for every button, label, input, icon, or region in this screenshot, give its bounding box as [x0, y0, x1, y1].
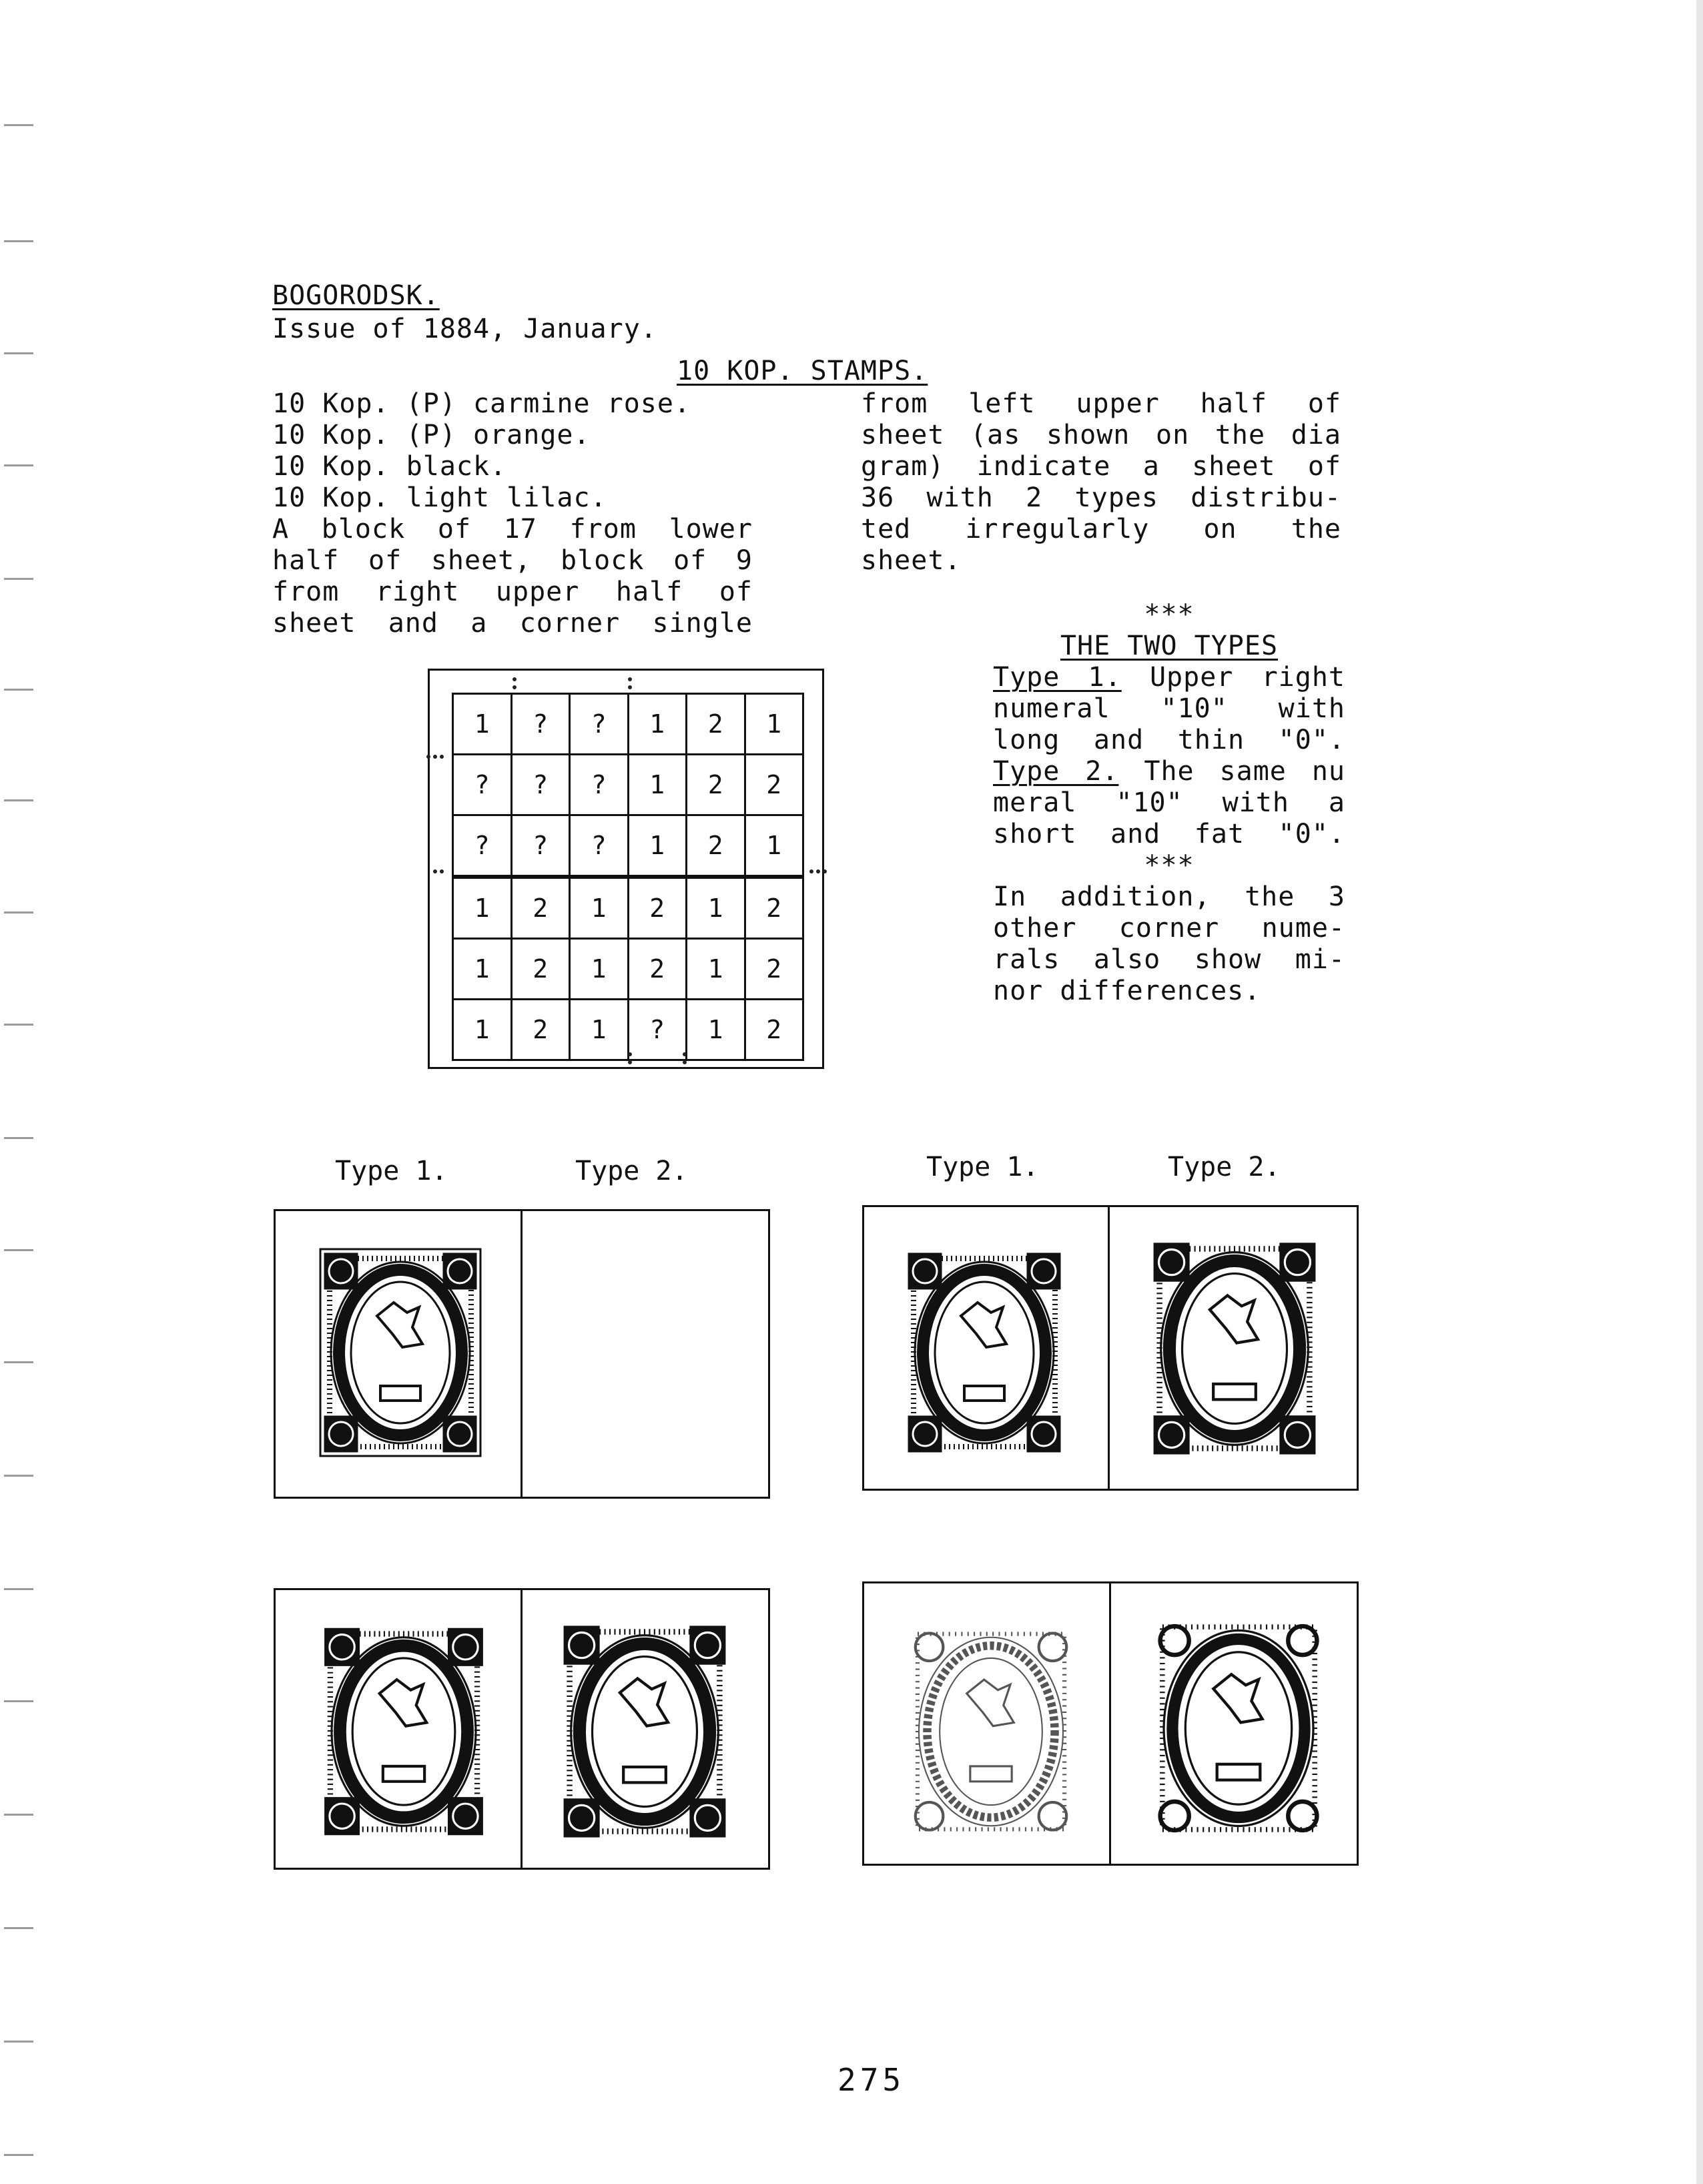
binder-tick [4, 1024, 33, 1026]
page-edge [1696, 0, 1703, 2184]
grid-cell: 1 [570, 877, 629, 939]
grid-cell: ? [570, 755, 629, 815]
addition-text-line: rals also show mi- [993, 944, 1345, 975]
binder-tick [4, 912, 33, 914]
grid-cell: 2 [745, 1000, 803, 1060]
grid-cell: 2 [511, 1000, 570, 1060]
addition-text-line: nor differences. [993, 976, 1261, 1006]
stamp-variety-line: 10 Kop. light lilac. [272, 482, 607, 513]
bogorodsk-10-kop-stamp-icon [1141, 1232, 1328, 1465]
stamp-label-type2: Type 2. [1168, 1152, 1281, 1182]
binder-tick [4, 2041, 33, 2043]
binder-tick [4, 689, 33, 691]
binder-tick [4, 1137, 33, 1139]
binder-tick [4, 2154, 33, 2156]
grid-cell: 1 [453, 939, 512, 1000]
bogorodsk-10-kop-stamp-icon [551, 1615, 738, 1848]
binder-tick [4, 1700, 33, 1702]
separator-stars: *** [1144, 850, 1195, 881]
type2-description-line [993, 756, 1345, 787]
body-text-line: from left upper half of [861, 388, 1341, 419]
grid-cell: 2 [687, 694, 745, 755]
body-text-line: sheet (as shown on the dia [861, 420, 1341, 450]
grid-cell: 1 [745, 694, 803, 755]
stamp-variety-line: 10 Kop. (P) orange. [272, 420, 591, 450]
body-text-line: 36 with 2 types distribu- [861, 482, 1341, 513]
grid-cell: ? [570, 815, 629, 877]
binder-tick [4, 124, 33, 126]
binder-tick [4, 1588, 33, 1590]
grid-cell: 2 [687, 815, 745, 877]
stamp-label-type2: Type 2. [575, 1156, 688, 1186]
body-text-line: gram) indicate a sheet of [861, 451, 1341, 482]
stamp-label-type1: Type 1. [335, 1156, 448, 1186]
grid-cell: 1 [570, 1000, 629, 1060]
binder-tick [4, 799, 33, 801]
bogorodsk-10-kop-stamp-icon [894, 1242, 1074, 1463]
types-heading: THE TWO TYPES [1060, 631, 1279, 661]
grid-cell: 1 [628, 815, 687, 877]
grid-cell: 1 [453, 877, 512, 939]
grid-cell: ? [511, 694, 570, 755]
grid-cell: 2 [745, 755, 803, 815]
body-text-line: sheet and a corner single [272, 608, 753, 639]
type2-description-line: short and fat "0". [993, 819, 1345, 849]
grid-cell: 1 [628, 755, 687, 815]
binder-tick [4, 1927, 33, 1929]
bogorodsk-10-kop-stamp-icon [314, 1615, 494, 1848]
body-text-line: ted irregularly on the [861, 514, 1341, 544]
type1-description-line [993, 662, 1345, 693]
binder-tick [4, 1814, 33, 1816]
body-text-line: sheet. [861, 545, 962, 576]
type2-label: Type 2. [993, 756, 1119, 787]
binder-tick [4, 1249, 33, 1251]
binder-tick [4, 352, 33, 354]
grid-cell: ? [511, 755, 570, 815]
type1-description-line: long and thin "0". [993, 725, 1345, 755]
left-column [272, 388, 753, 639]
stamp-variety-line: 10 Kop. (P) carmine rose. [272, 388, 691, 419]
addition-text-line: In addition, the 3 [993, 881, 1345, 912]
separator-stars: *** [1144, 599, 1195, 630]
stamp-mount-divider [521, 1588, 523, 1870]
grid-cell: 1 [745, 815, 803, 877]
stamp-label-type1: Type 1. [926, 1152, 1039, 1182]
grid-cell: 1 [570, 939, 629, 1000]
binder-tick [4, 1361, 33, 1363]
type2-description-line: meral "10" with a [993, 787, 1345, 818]
binder-tick [4, 578, 33, 580]
bogorodsk-10-kop-stamp-icon [901, 1615, 1081, 1848]
grid-cell: ? [628, 1000, 687, 1060]
stamp-mount-divider [521, 1209, 523, 1499]
grid-cell: 1 [687, 1000, 745, 1060]
grid-cell: 2 [511, 939, 570, 1000]
grid-cell: ? [570, 694, 629, 755]
grid-cell: 2 [745, 877, 803, 939]
stamp-mount-divider [1108, 1205, 1110, 1491]
grid-cell: 2 [511, 877, 570, 939]
type1-first-line: Upper right [1149, 662, 1345, 693]
type1-description-line: numeral "10" with [993, 693, 1345, 724]
grid-cell: 1 [687, 877, 745, 939]
grid-cell: 1 [628, 694, 687, 755]
body-text-line: half of sheet, block of 9 [272, 545, 753, 576]
stamp-variety-line: 10 Kop. black. [272, 451, 507, 482]
binder-tick [4, 464, 33, 466]
grid-cell: ? [511, 815, 570, 877]
grid-cell: ? [453, 815, 512, 877]
body-text-line: A block of 17 from lower [272, 514, 753, 544]
issue-date: Issue of 1884, January. [272, 314, 657, 344]
addition-text-line: other corner nume- [993, 913, 1345, 944]
bogorodsk-10-kop-stamp-icon [1145, 1608, 1332, 1848]
types-section [993, 599, 1345, 1007]
bogorodsk-10-kop-stamp-icon [314, 1242, 487, 1463]
type2-first-line: The same nu [1144, 756, 1345, 787]
grid-cell: 2 [628, 939, 687, 1000]
page-title: BOGORODSK. [272, 280, 440, 311]
grid-cell: 2 [745, 939, 803, 1000]
grid-cell: 2 [687, 755, 745, 815]
right-column [861, 388, 1341, 577]
perforation-marks [420, 667, 834, 1081]
stamp-mount-divider [1109, 1581, 1111, 1866]
grid-cell: 1 [453, 1000, 512, 1060]
binder-tick [4, 240, 33, 242]
binder-tick [4, 1475, 33, 1477]
body-text-line: from right upper half of [272, 577, 753, 607]
type1-label: Type 1. [993, 662, 1122, 693]
section-title: 10 KOP. STAMPS. [677, 356, 928, 386]
grid-cell: ? [453, 755, 512, 815]
page-number: 275 [837, 2062, 906, 2098]
grid-cell: 1 [453, 694, 512, 755]
grid-cell: 1 [687, 939, 745, 1000]
grid-cell: 2 [628, 877, 687, 939]
